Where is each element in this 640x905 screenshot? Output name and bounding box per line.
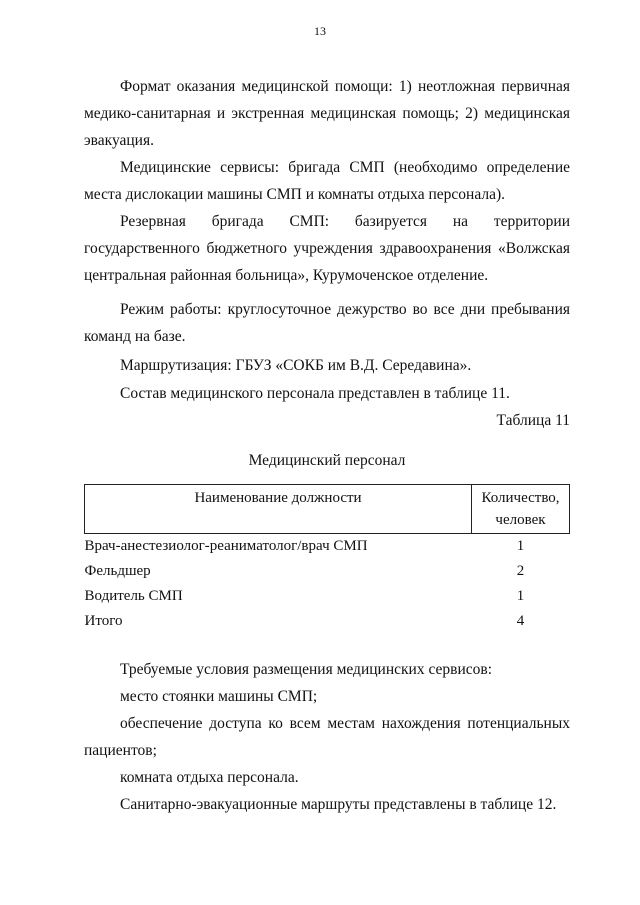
table-title: Медицинский персонал — [248, 452, 406, 469]
paragraph-rest-room: комната отдыха персонала. — [120, 769, 299, 786]
paragraph-medical-services: Медицинские сервисы: бригада СМП (необходимо определение места дислокации машины СМП и комнаты отдыха персонала). — [84, 159, 570, 203]
cell-count: 2 — [516, 563, 525, 579]
paragraph-staff-intro: Состав медицинского персонала представлен в таблице 11. — [120, 385, 510, 402]
paragraph-evac-routes: Санитарно-эвакуационные маршруты представлены в таблице 12. — [120, 796, 557, 813]
paragraph-work-mode: Режим работы: круглосуточное дежурство во все дни пребывания команд на базе. — [84, 301, 570, 345]
header-count: Количество, человек — [472, 485, 570, 534]
page-number: 13 — [314, 24, 326, 38]
paragraph-reserve-team: Резервная бригада СМП: базируется на территории государственного бюджетного учреждения здравоохранения «Волжская центральная районная больница», Курумоченское отделение. — [84, 213, 570, 284]
table-row — [85, 559, 570, 584]
cell-count: 4 — [516, 613, 525, 629]
paragraph-care-format: Формат оказания медицинской помощи: 1) неотложная первичная медико-санитарная и экстренная медицинская помощь; 2) медицинская эвакуация. — [84, 78, 570, 149]
cell-position: Итого — [84, 613, 123, 629]
paragraph-routing: Маршрутизация: ГБУЗ «СОКБ им В.Д. Середавина». — [120, 357, 472, 374]
cell-count: 1 — [516, 588, 525, 604]
paragraph-access: обеспечение доступа ко всем местам нахождения потенциальных пациентов; — [84, 715, 570, 759]
paragraph-requirements: Требуемые условия размещения медицинских сервисов: — [120, 661, 493, 678]
table-row — [85, 584, 570, 609]
table-header-row — [85, 485, 570, 534]
table-row-total — [85, 609, 570, 634]
paragraph-parking: место стоянки машины СМП; — [120, 688, 318, 705]
cell-position: Фельдшер — [84, 563, 151, 579]
table-number: Таблица 11 — [496, 412, 570, 429]
cell-position: Врач-анестезиолог-реаниматолог/врач СМП — [84, 538, 368, 554]
cell-count: 1 — [516, 538, 525, 554]
cell-position: Водитель СМП — [84, 588, 183, 604]
header-position: Наименование должности — [85, 485, 472, 534]
staff-table — [84, 484, 570, 634]
table-row — [85, 534, 570, 560]
